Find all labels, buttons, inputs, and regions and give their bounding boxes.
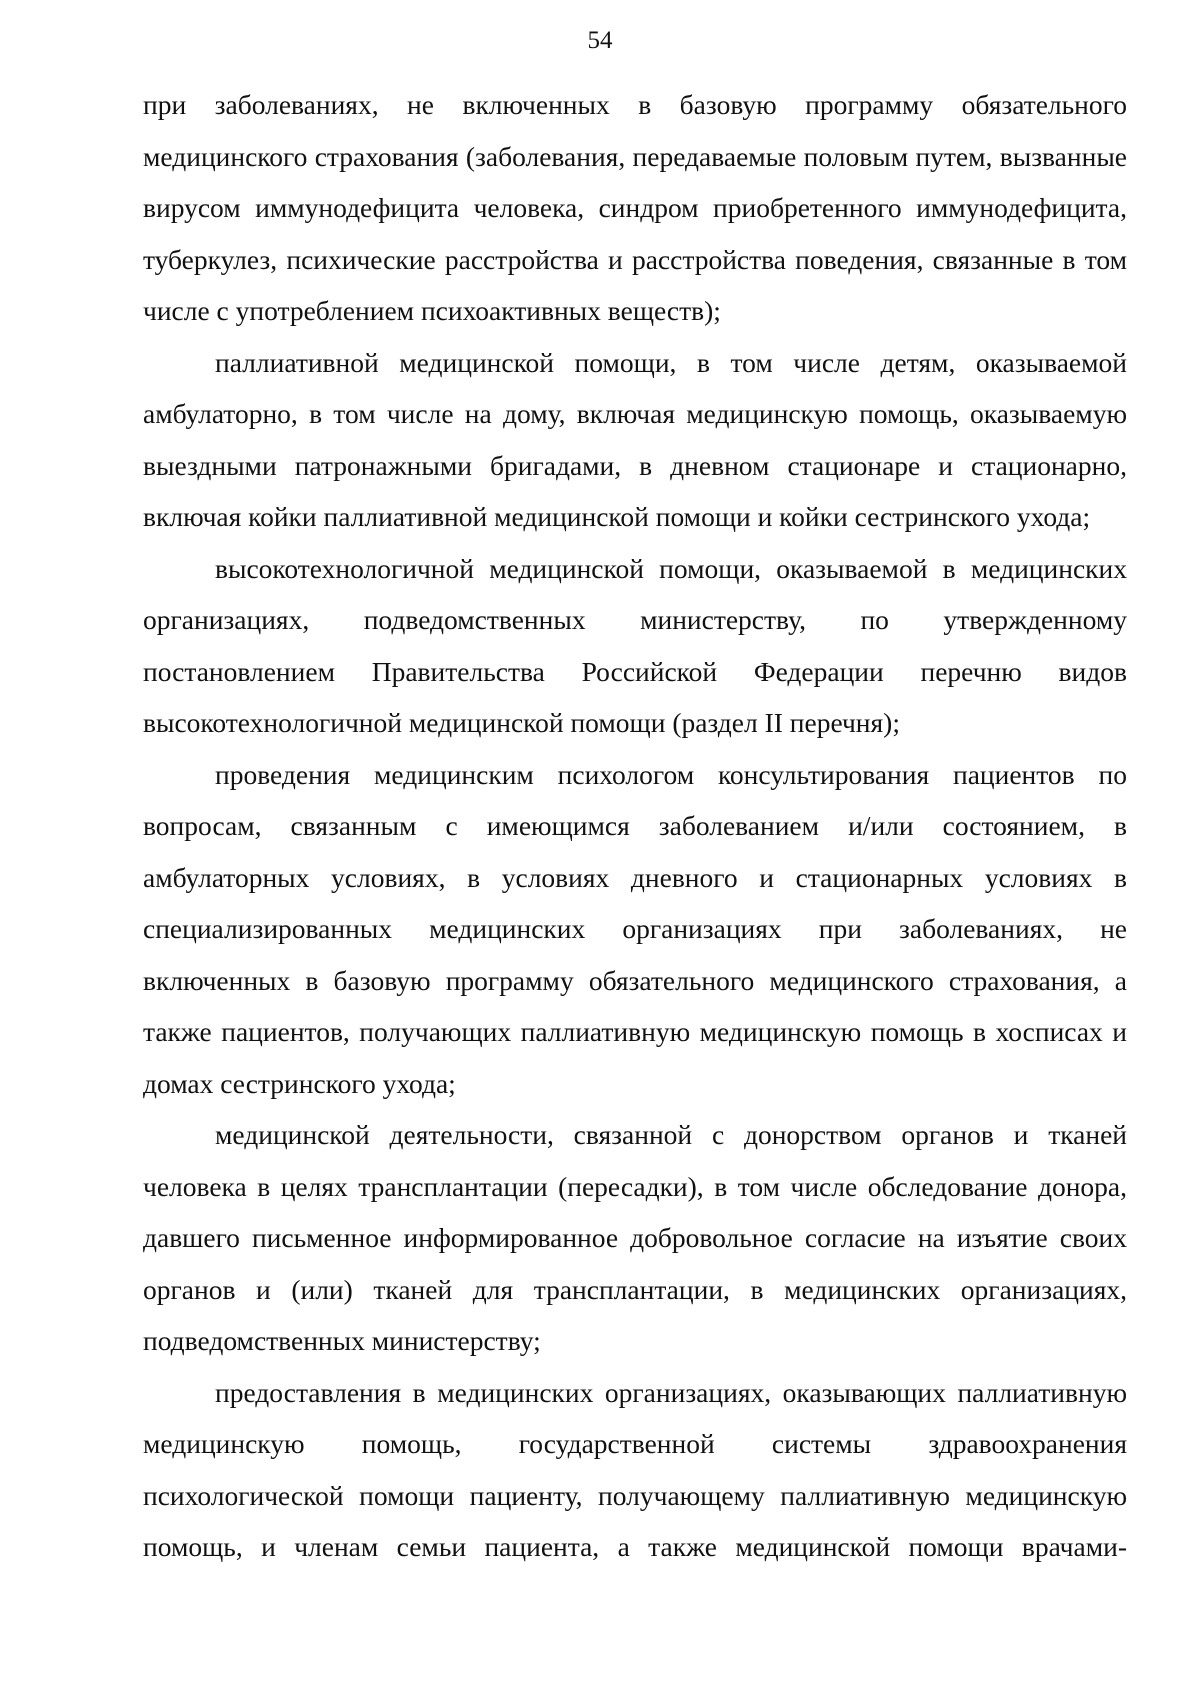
page-number: 54 [587,27,613,54]
paragraph-1: при заболеваниях, не включенных в базовую программу обязательного медицинского страхования (заболевания, передаваемые половым путем, вызванные вирусом иммунодефицита человека, синдром приобретенного иммунодефицита, туберкулез, психические расстройства и расстройства поведения, связанные в том числе с употреблением психоактивных веществ); [143,89,1127,326]
document-body [143,79,1127,1573]
paragraph-6: предоставления в медицинских организациях, оказывающих паллиативную медицинскую помощь, государственной системы здравоохранения психологической помощи пациенту, получающему паллиативную медицинскую помощь, и членам семьи пациента, а также медицинской помощи врачами- [143,1376,1127,1562]
paragraph-5: медицинской деятельности, связанной с донорством органов и тканей человека в целях трансплантации (пересадки), в том числе обследование донора, давшего письменное информированное добровольное согласие на изъятие своих органов и (или) тканей для трансплантации, в медицинских организациях, подведомственных министерству; [143,1119,1127,1356]
paragraph-4: проведения медицинским психологом консультирования пациентов по вопросам, связанным с имеющимся заболеванием и/или состоянием, в амбулаторных условиях, в условиях дневного и стационарных условиях в специализированных медицинских организациях при заболеваниях, не включенных в базовую программу обязательного медицинского страхования, а также пациентов, получающих паллиативную медицинскую помощь в хосписах и домах сестринского ухода; [143,758,1127,1099]
paragraph-3: высокотехнологичной медицинской помощи, оказываемой в медицинских организациях, подведомственных министерству, по утвержденному постановлением Правительства Российской Федерации перечню видов высокотехнологичной медицинской помощи (раздел II перечня); [143,552,1127,738]
paragraph-2: паллиативной медицинской помощи, в том числе детям, оказываемой амбулаторно, в том числе на дому, включая медицинскую помощь, оказываемую выездными патронажными бригадами, в дневном стационаре и стационарно, включая койки паллиативной медицинской помощи и койки сестринского ухода; [143,346,1127,532]
